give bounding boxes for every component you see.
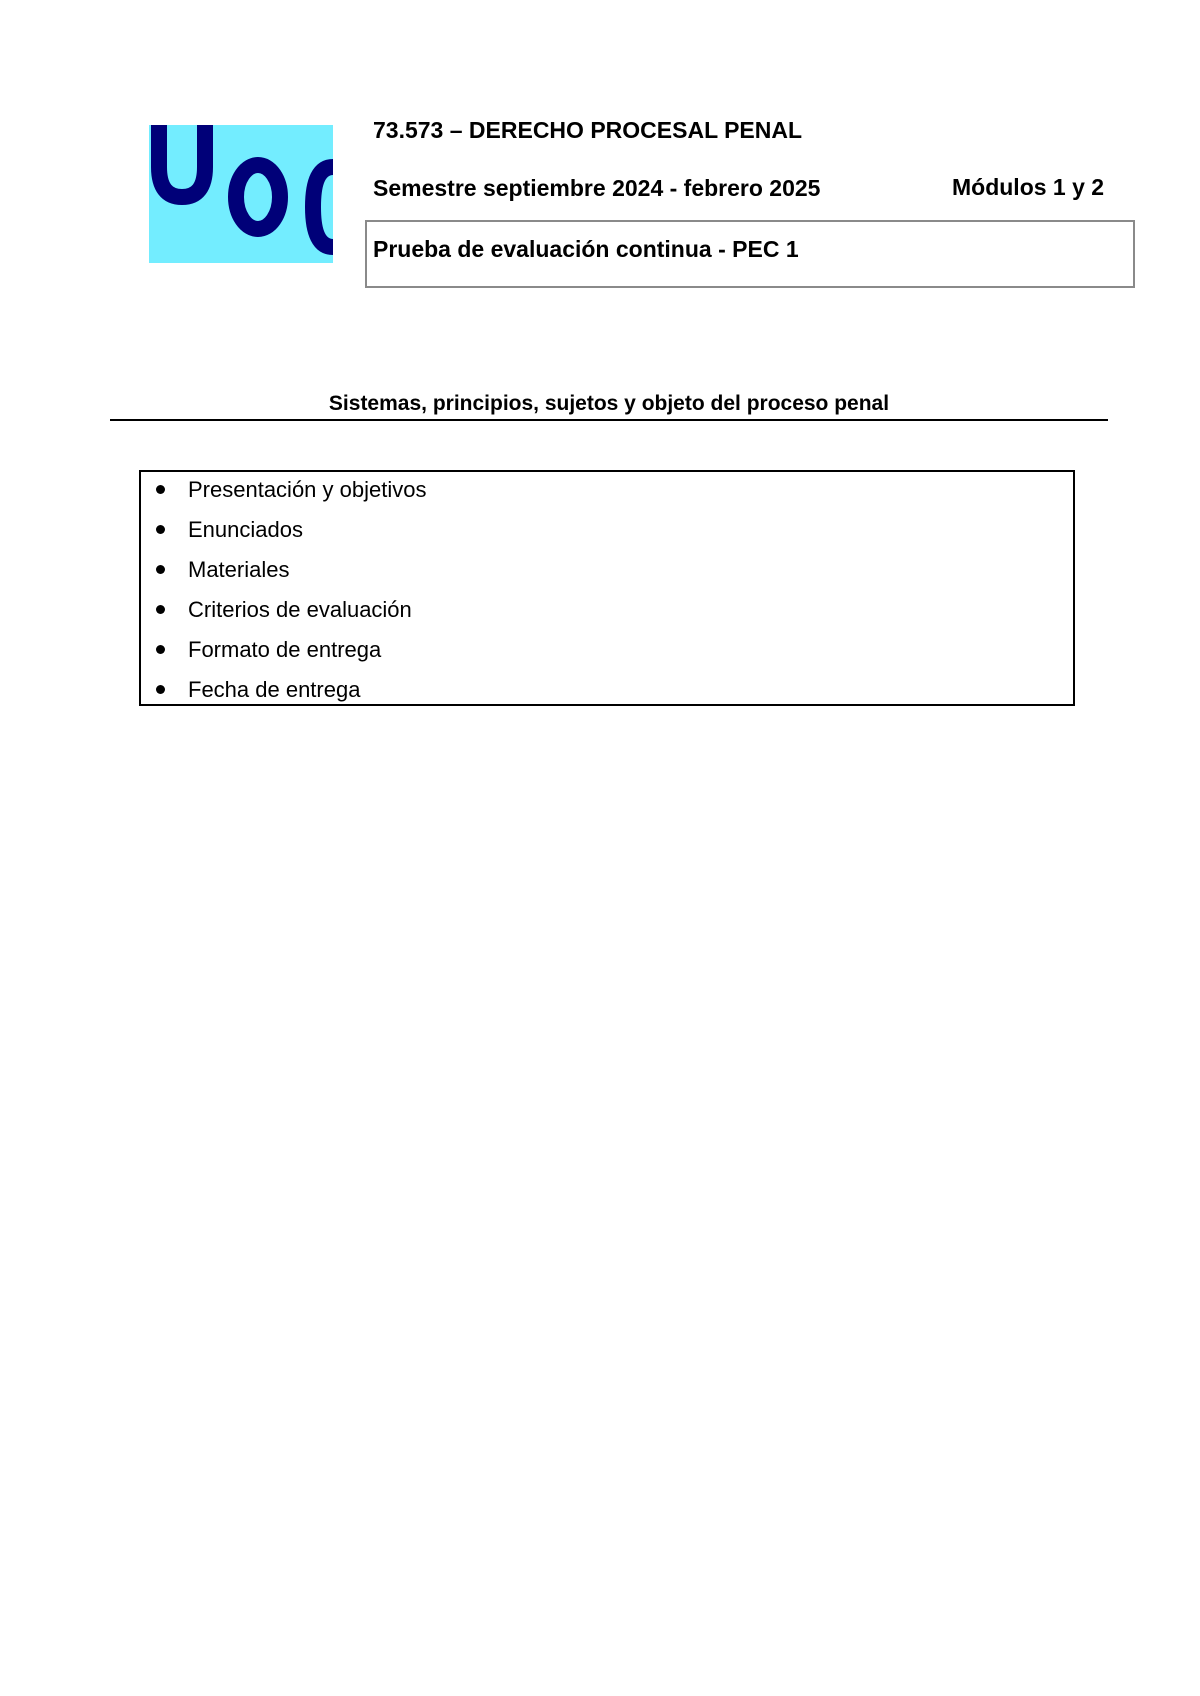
list-item-label: Enunciados (188, 517, 303, 542)
list-item (141, 672, 1073, 712)
list-item-label: Formato de entrega (188, 637, 382, 662)
modules-label: Módulos 1 y 2 (952, 174, 1105, 200)
assessment-box (365, 220, 1135, 288)
list-item (141, 512, 1073, 552)
list-item (141, 592, 1073, 632)
bullet-icon (156, 485, 165, 494)
list-item-label: Presentación y objetivos (188, 477, 427, 502)
list-item-label: Criterios de evaluación (188, 597, 412, 622)
course-title: 73.573 – DERECHO PROCESAL PENAL (373, 117, 803, 143)
bullet-icon (156, 525, 165, 534)
list-item (141, 552, 1073, 592)
list-item (141, 472, 1073, 512)
contents-box (139, 470, 1075, 706)
bullet-icon (156, 605, 165, 614)
bullet-icon (156, 565, 165, 574)
contents-list (141, 472, 1073, 712)
assessment-title: Prueba de evaluación continua - PEC 1 (373, 236, 799, 262)
list-item-label: Fecha de entrega (188, 677, 361, 702)
uoc-logo (149, 125, 333, 263)
list-item-label: Materiales (188, 557, 290, 582)
list-item (141, 632, 1073, 672)
semester-label: Semestre septiembre 2024 - febrero 2025 (373, 175, 821, 201)
bullet-icon (156, 685, 165, 694)
section-title: Sistemas, principios, sujetos y objeto del proceso penal (328, 392, 890, 415)
bullet-icon (156, 645, 165, 654)
section-divider (110, 419, 1108, 421)
